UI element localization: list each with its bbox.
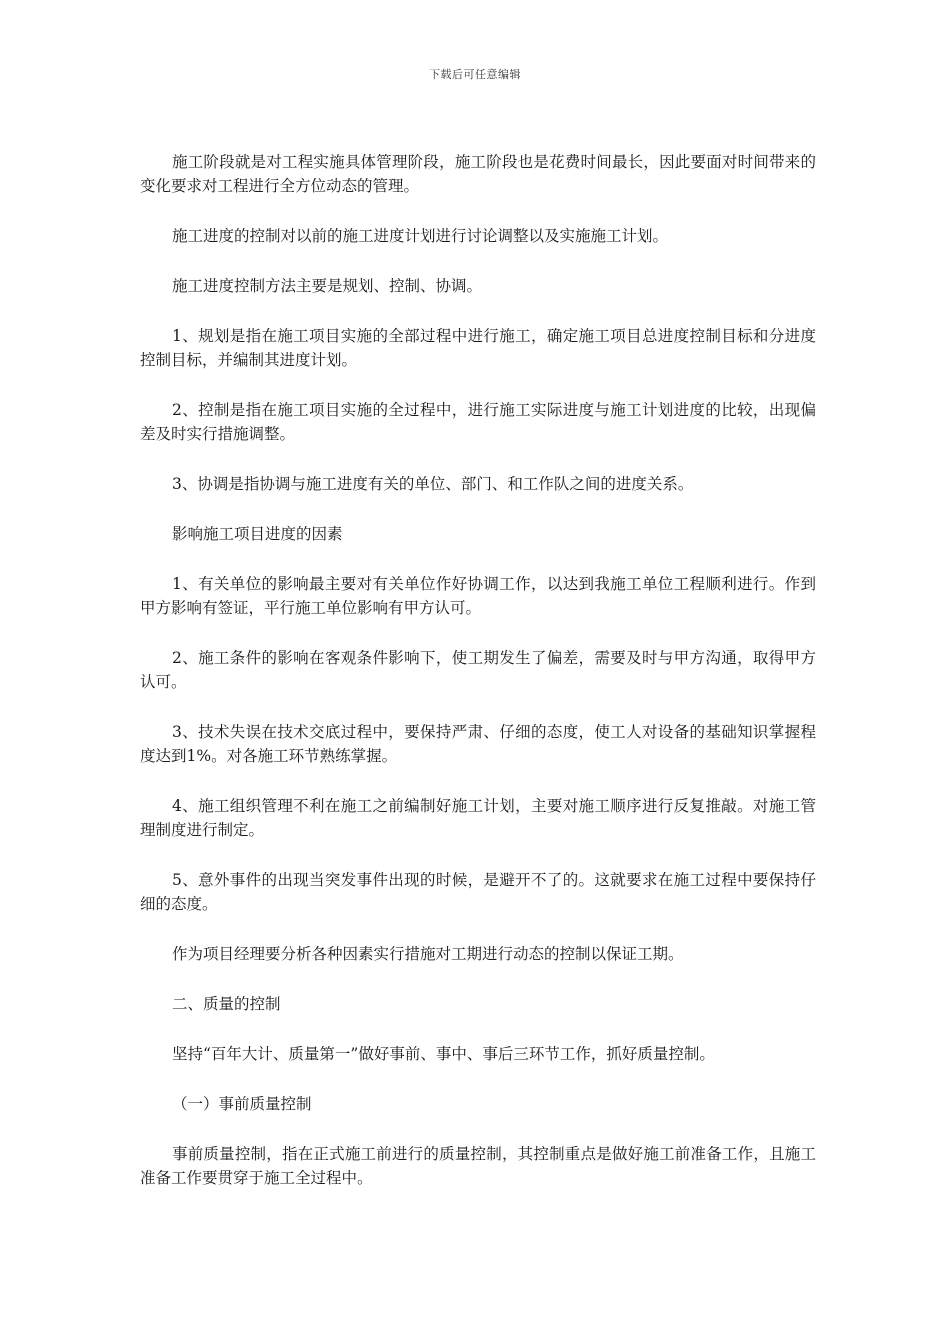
paragraph-quality-first: 坚持“百年大计、质量第一”做好事前、事中、事后三环节工作，抓好质量控制。 (172, 1045, 715, 1063)
paragraph-construction-phase: 施工阶段就是对工程实施具体管理阶段，施工阶段也是花费时间最长，因此要面对时间带来的变化要求对工程进行全方位动态的管理。 (140, 153, 816, 195)
paragraph-controlling: 2、控制是指在施工项目实施的全过程中，进行施工实际进度与施工计划进度的比较，出现偏差及时实行措施调整。 (140, 401, 816, 443)
paragraph-factor-accidents: 5、意外事件的出现当突发事件出现的时候，是避开不了的。这就要求在施工过程中要保持仔细的态度。 (140, 871, 816, 913)
heading-quality-control: 二、质量的控制 (172, 995, 281, 1013)
paragraph-coordination: 3、协调是指协调与施工进度有关的单位、部门、和工作队之间的进度关系。 (172, 475, 694, 493)
paragraph-factor-technical: 3、技术失误在技术交底过程中，要保持严肃、仔细的态度，使工人对设备的基础知识掌握程度达到1%。对各施工环节熟练掌握。 (140, 723, 816, 765)
paragraph-planning: 1、规划是指在施工项目实施的全部过程中进行施工，确定施工项目总进度控制目标和分进度控制目标，并编制其进度计划。 (140, 327, 816, 369)
paragraph-project-manager: 作为项目经理要分析各种因素实行措施对工期进行动态的控制以保证工期。 (172, 945, 684, 963)
document-body (140, 150, 816, 1190)
paragraph-factor-management: 4、施工组织管理不利在施工之前编制好施工计划，主要对施工顺序进行反复推敲。对施工管理制度进行制定。 (140, 797, 816, 839)
paragraph-control-methods: 施工进度控制方法主要是规划、控制、协调。 (172, 277, 483, 295)
heading-progress-factors: 影响施工项目进度的因素 (172, 525, 343, 543)
paragraph-progress-control: 施工进度的控制对以前的施工进度计划进行讨论调整以及实施施工计划。 (172, 227, 669, 245)
heading-pre-quality-control: （一）事前质量控制 (172, 1095, 312, 1113)
page-header-note: 下载后可任意编辑 (429, 68, 521, 81)
paragraph-pre-quality-control: 事前质量控制，指在正式施工前进行的质量控制，其控制重点是做好施工前准备工作，且施工准备工作要贯穿于施工全过程中。 (140, 1145, 816, 1187)
paragraph-factor-conditions: 2、施工条件的影响在客观条件影响下，使工期发生了偏差，需要及时与甲方沟通，取得甲方认可。 (140, 649, 816, 691)
paragraph-factor-units: 1、有关单位的影响最主要对有关单位作好协调工作，以达到我施工单位工程顺利进行。作到甲方影响有签证，平行施工单位影响有甲方认可。 (140, 575, 816, 617)
